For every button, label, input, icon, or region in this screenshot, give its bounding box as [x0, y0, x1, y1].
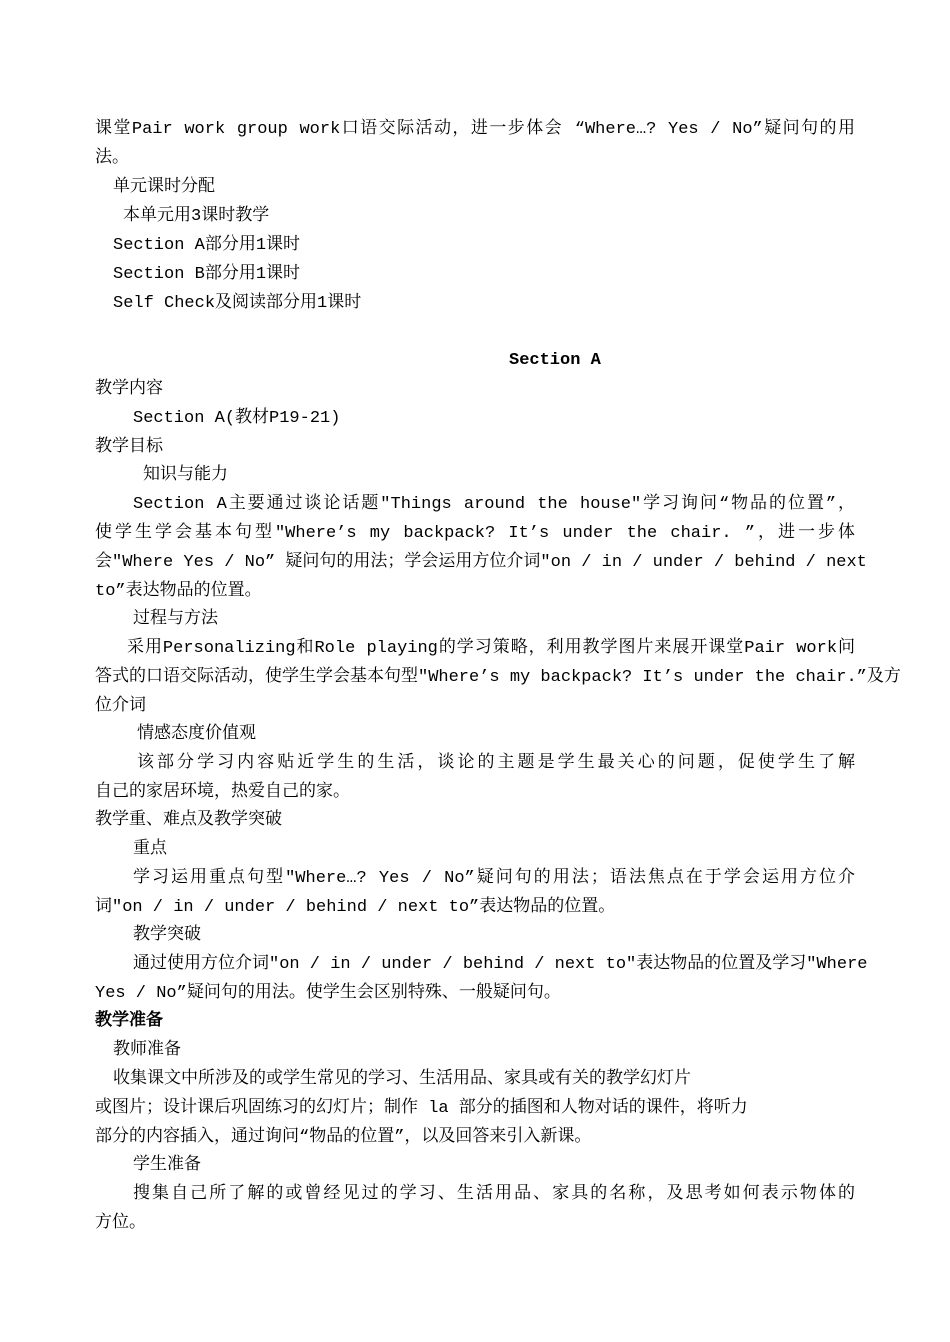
allocation-total: 本单元用3课时教学 [123, 207, 270, 226]
allocation-heading: 单元课时分配 [113, 178, 215, 197]
key-line-1: 学习运用重点句型"Where…? Yes / No”疑问句的用法；语法焦点在于学会运用方位介 [133, 869, 855, 888]
process-heading: 过程与方法 [133, 610, 218, 629]
allocation-item-b: Section B部分用1课时 [113, 265, 301, 284]
allocation-item-selfcheck: Self Check及阅读部分用1课时 [113, 294, 362, 313]
breakthrough-heading: 教学突破 [133, 926, 201, 945]
teacher-line-1: 收集课文中所涉及的或学生常见的学习、生活用品、家具或有关的教学幻灯片 [113, 1070, 691, 1089]
teacher-line-3: 部分的内容插入，通过询问“物品的位置”，以及回答来引入新课。 [95, 1128, 592, 1147]
knowledge-line-1: Section A主要通过谈论话题"Things around the house"学习询问“物品的位置”， [133, 495, 855, 514]
key-line-2: 词"on / in / under / behind / next to”表达物品的位置。 [95, 898, 616, 917]
teacher-line-2: 或图片；设计课后巩固练习的幻灯片；制作 la 部分的插图和人物对话的课件，将听力 [95, 1099, 748, 1118]
emotion-line-2: 自己的家居环境，热爱自己的家。 [95, 783, 350, 802]
breakthrough-line-2: Yes / No”疑问句的用法。使学生会区别特殊、一般疑问句。 [95, 984, 561, 1003]
teacher-heading: 教师准备 [113, 1041, 181, 1060]
emotion-heading: 情感态度价值观 [137, 725, 256, 744]
intro-line-1: 课堂Pair work group work口语交际活动，进一步体会 “Where…? Yes / No”疑问句的用 [95, 120, 855, 139]
breakthrough-line-1: 通过使用方位介词"on / in / under / behind / next to"表达物品的位置及学习"Where [133, 955, 868, 974]
content-heading: 教学内容 [95, 380, 163, 399]
student-line-1: 搜集自己所了解的或曾经见过的学习、生活用品、家具的名称，及思考如何表示物体的 [133, 1185, 855, 1204]
intro-line-2: 法。 [95, 149, 129, 168]
process-line-1: 采用Personalizing和Role playing的学习策略，利用教学图片来展开课堂Pair work问 [127, 639, 855, 658]
knowledge-line-4: to”表达物品的位置。 [95, 582, 262, 601]
key-heading: 重点 [133, 840, 167, 859]
keypoints-heading: 教学重、难点及教学突破 [95, 811, 282, 830]
prep-heading: 教学准备 [95, 1012, 163, 1031]
objectives-heading: 教学目标 [95, 438, 163, 457]
student-line-2: 方位。 [95, 1214, 146, 1233]
emotion-line-1: 该部分学习内容贴近学生的生活，谈论的主题是学生最关心的问题，促使学生了解 [137, 754, 855, 773]
process-line-2: 答式的口语交际活动，使学生学会基本句型"Where’s my backpack? It’s under the chair.”及方 [95, 668, 901, 687]
student-heading: 学生准备 [133, 1156, 201, 1175]
knowledge-line-2: 使学生学会基本句型"Where’s my backpack? It’s under the chair. ”，进一步体 [95, 524, 855, 543]
section-title: Section A [509, 351, 601, 370]
allocation-item-a: Section A部分用1课时 [113, 236, 301, 255]
knowledge-heading: 知识与能力 [143, 466, 228, 485]
process-line-3: 位介词 [95, 697, 146, 716]
content-text: Section A(教材P19-21) [133, 409, 341, 428]
knowledge-line-3: 会"Where Yes / No” 疑问句的用法；学会运用方位介词"on / in / under / behind / next [95, 553, 867, 572]
